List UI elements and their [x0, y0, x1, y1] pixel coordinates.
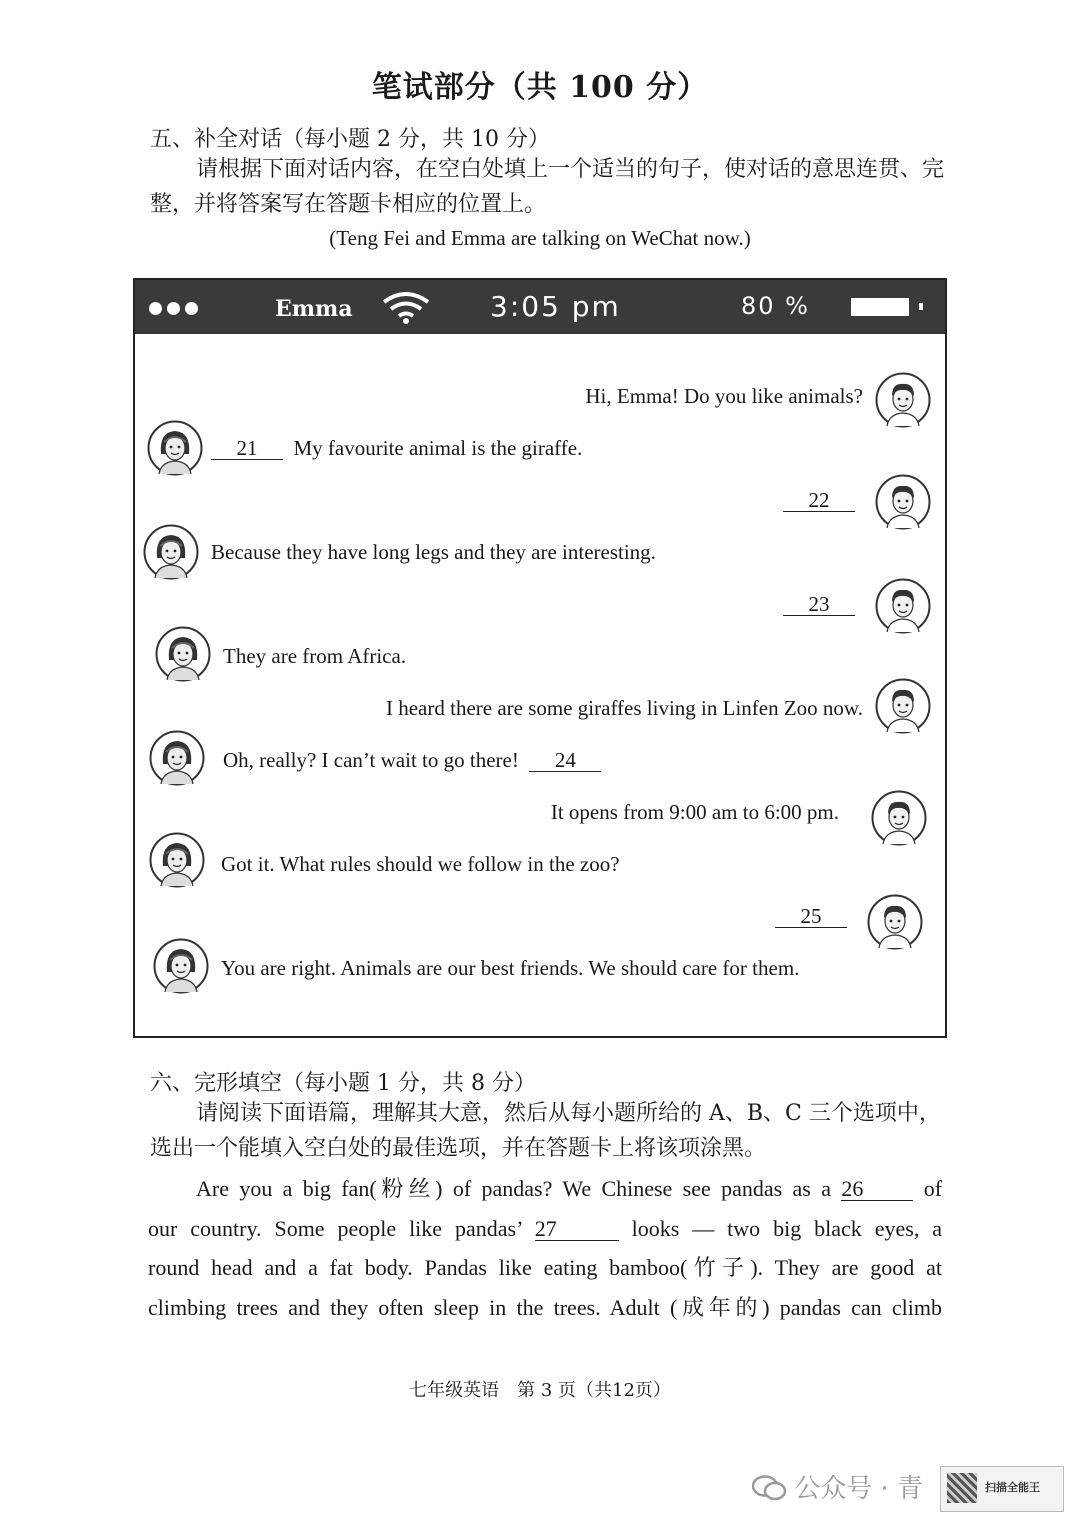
passage-line-4: climbing trees and they often sleep in the trees. Adult (成年的) pandas can climb — [148, 1294, 942, 1320]
passage-line-3: round head and a fat body. Pandas like eating bamboo(竹子). They are good at — [148, 1255, 942, 1280]
passage-line-2 — [148, 1209, 942, 1249]
battery-percent: 80 % — [741, 292, 810, 320]
message-girl-1-text: My favourite animal is the giraffe. — [293, 436, 583, 460]
message-boy-2 — [783, 488, 855, 513]
watermark-text: 公众号 · 青 — [794, 1474, 924, 1504]
qr-code-icon — [947, 1473, 977, 1503]
message-boy-4: I heard there are some giraffes living in Linfen Zoo now. — [385, 696, 863, 720]
boy-avatar-icon — [875, 474, 931, 530]
blank-22: 22 — [783, 489, 855, 512]
message-girl-6: You are right. Animals are our best friends. We should care for them. — [221, 956, 800, 980]
boy-avatar-icon — [871, 790, 927, 846]
passage-text: of — [923, 1176, 943, 1201]
passage-text: Are you a big fan(粉丝) of pandas? We Chinese see pandas as a — [196, 1176, 831, 1201]
battery-tip — [919, 303, 923, 310]
message-girl-2: Because they have long legs and they are interesting. — [211, 540, 656, 564]
message-boy-6 — [775, 904, 847, 929]
girl-avatar-icon — [149, 832, 205, 888]
message-girl-4 — [223, 748, 601, 773]
girl-avatar-icon — [153, 938, 209, 994]
blank-24: 24 — [529, 749, 601, 772]
section6-heading: 六、完形填空（每小题 1 分，共 8 分） — [150, 1071, 536, 1096]
wechat-logo-icon — [752, 1475, 786, 1501]
message-girl-4-text: Oh, really? I can’t wait to go there! — [223, 748, 519, 772]
message-boy-1: Hi, Emma! Do you like animals? — [585, 384, 863, 408]
stamp-label: 扫描全能王 — [985, 1481, 1040, 1494]
page-title: 笔试部分（共 100 分） — [371, 70, 709, 105]
message-girl-5: Got it. What rules should we follow in the zoo? — [221, 852, 620, 876]
girl-avatar-icon — [155, 626, 211, 682]
passage-text: looks — two big black eyes, a — [631, 1215, 943, 1241]
passage-line-1 — [148, 1169, 942, 1209]
dialogue-context: (Teng Fei and Emma are talking on WeChat now.) — [329, 226, 751, 250]
status-time: 3:05 pm — [490, 290, 621, 323]
message-boy-5: It opens from 9:00 am to 6:00 pm. — [550, 800, 839, 824]
wifi-icon — [380, 292, 432, 324]
boy-avatar-icon — [875, 678, 931, 734]
page-footer: 七年级英语 第 3 页（共12页） — [409, 1380, 671, 1401]
wechat-watermark — [752, 1468, 923, 1505]
blank-27: 27 — [535, 1218, 619, 1241]
blank-21: 21 — [211, 437, 283, 460]
contact-name: Emma — [275, 296, 353, 322]
message-boy-3 — [783, 592, 855, 617]
wechat-phone-frame — [133, 278, 947, 1038]
menu-dots-icon — [149, 300, 203, 319]
blank-23: 23 — [783, 593, 855, 616]
scanner-stamp — [940, 1466, 1064, 1512]
message-girl-1 — [211, 436, 582, 461]
boy-avatar-icon — [875, 372, 931, 428]
boy-avatar-icon — [867, 894, 923, 950]
section5-heading: 五、补全对话（每小题 2 分，共 10 分） — [150, 127, 550, 152]
message-girl-3: They are from Africa. — [223, 644, 407, 668]
girl-avatar-icon — [147, 420, 203, 476]
blank-26: 26 — [841, 1178, 913, 1201]
passage-text: our country. Some people like pandas’ — [148, 1215, 522, 1241]
section6-instruction: 请阅读下面语篇，理解其大意，然后从每小题所给的 A、B、C 三个选项中，选出一个能填入空白处的最佳选项，并在答题卡上将该项涂黑。 — [150, 1101, 941, 1161]
blank-25: 25 — [775, 905, 847, 928]
boy-avatar-icon — [875, 578, 931, 634]
girl-avatar-icon — [143, 524, 199, 580]
battery-icon — [851, 298, 909, 316]
girl-avatar-icon — [149, 730, 205, 786]
phone-status-bar — [135, 280, 945, 334]
section5-instruction: 请根据下面对话内容，在空白处填上一个适当的句子，使对话的意思连贯、完整，并将答案写在答题卡相应的位置上。 — [150, 157, 945, 217]
cloze-passage — [148, 1169, 942, 1327]
